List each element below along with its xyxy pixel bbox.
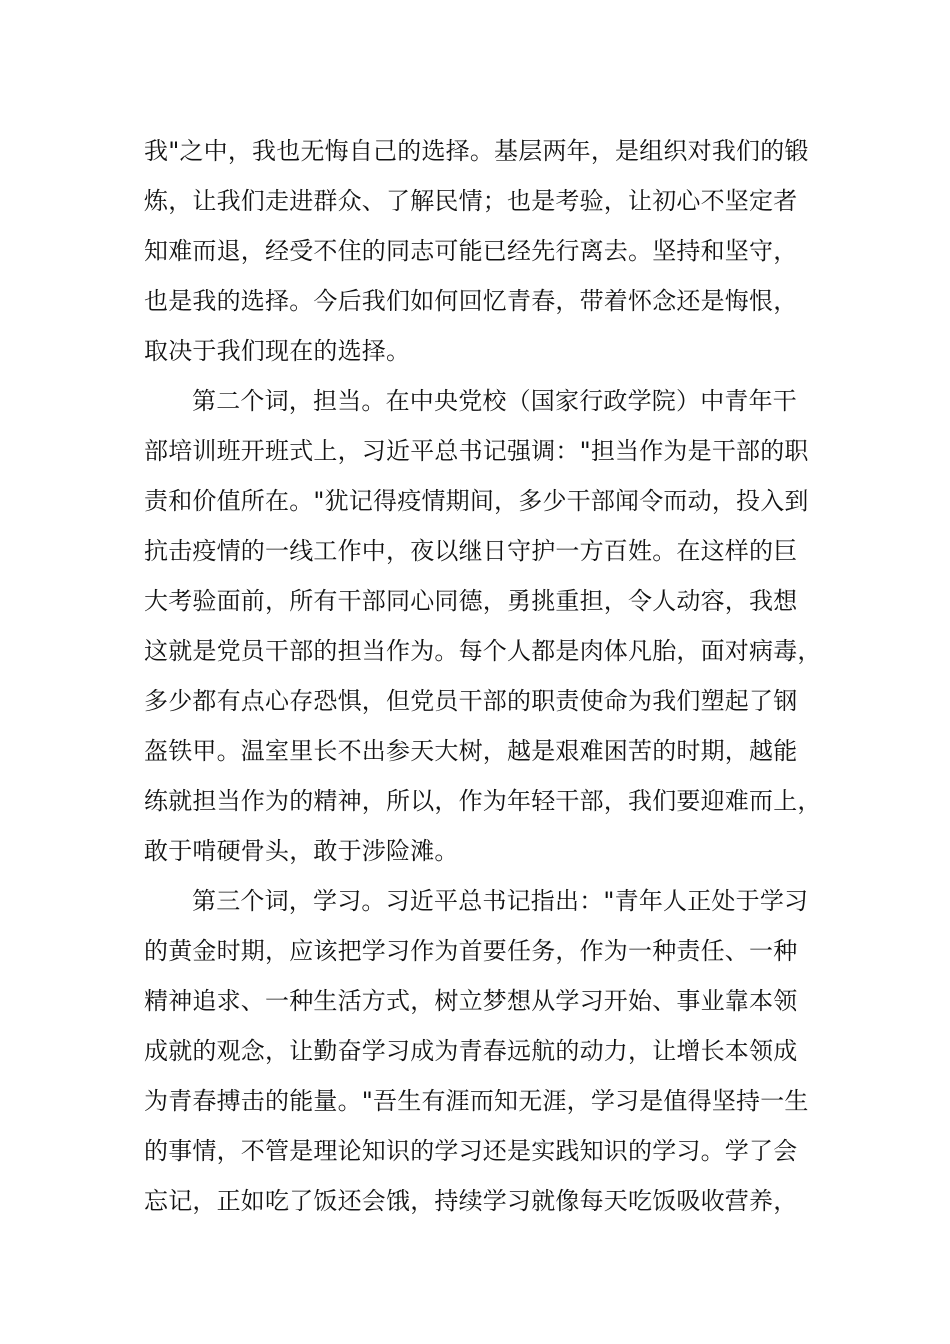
text-line: 多少都有点心存恐惧，但党员干部的职责使命为我们塑起了钢	[144, 687, 798, 715]
text-line: 这就是党员干部的担当作为。每个人都是肉体凡胎，面对病毒，	[144, 637, 822, 665]
text-line: 大考验面前，所有干部同心同德，勇挑重担，令人动容，我想	[144, 587, 798, 615]
text-line: 炼，让我们走进群众、了解民情；也是考验，让初心不坚定者	[144, 187, 798, 215]
body-text	[144, 126, 844, 1226]
text-line: 敢于啃硬骨头，敢于涉险滩。	[144, 837, 459, 865]
text-line: 的黄金时期，应该把学习作为首要任务，作为一种责任、一种	[144, 937, 798, 965]
paragraph-start-line: 第三个词，学习。习近平总书记指出："青年人正处于学习	[192, 887, 809, 915]
text-line: 责和价值所在。"犹记得疫情期间，多少干部闻令而动，投入到	[144, 487, 809, 515]
text-line: 精神追求、一种生活方式，树立梦想从学习开始、事业靠本领	[144, 987, 798, 1015]
text-line: 抗击疫情的一线工作中，夜以继日守护一方百姓。在这样的巨	[144, 537, 798, 565]
text-line: 的事情，不管是理论知识的学习还是实践知识的学习。学了会	[144, 1137, 798, 1165]
text-line: 成就的观念，让勤奋学习成为青春远航的动力，让增长本领成	[144, 1037, 798, 1065]
text-line: 取决于我们现在的选择。	[144, 337, 411, 365]
text-line: 部培训班开班式上，习近平总书记强调："担当作为是干部的职	[144, 437, 809, 465]
text-line: 为青春搏击的能量。"吾生有涯而知无涯，学习是值得坚持一生	[144, 1087, 809, 1115]
text-line: 知难而退，经受不住的同志可能已经先行离去。坚持和坚守，	[144, 237, 798, 265]
text-line: 盔铁甲。温室里长不出参天大树，越是艰难困苦的时期，越能	[144, 737, 798, 765]
text-line: 忘记，正如吃了饭还会饿，持续学习就像每天吃饭吸收营养，	[144, 1187, 798, 1215]
text-line: 练就担当作为的精神，所以，作为年轻干部，我们要迎难而上，	[144, 787, 822, 815]
text-line: 也是我的选择。今后我们如何回忆青春，带着怀念还是悔恨，	[144, 287, 798, 315]
paragraph-start-line: 第二个词，担当。在中央党校（国家行政学院）中青年干	[192, 387, 797, 415]
text-line: 我"之中，我也无悔自己的选择。基层两年，是组织对我们的锻	[144, 137, 809, 165]
